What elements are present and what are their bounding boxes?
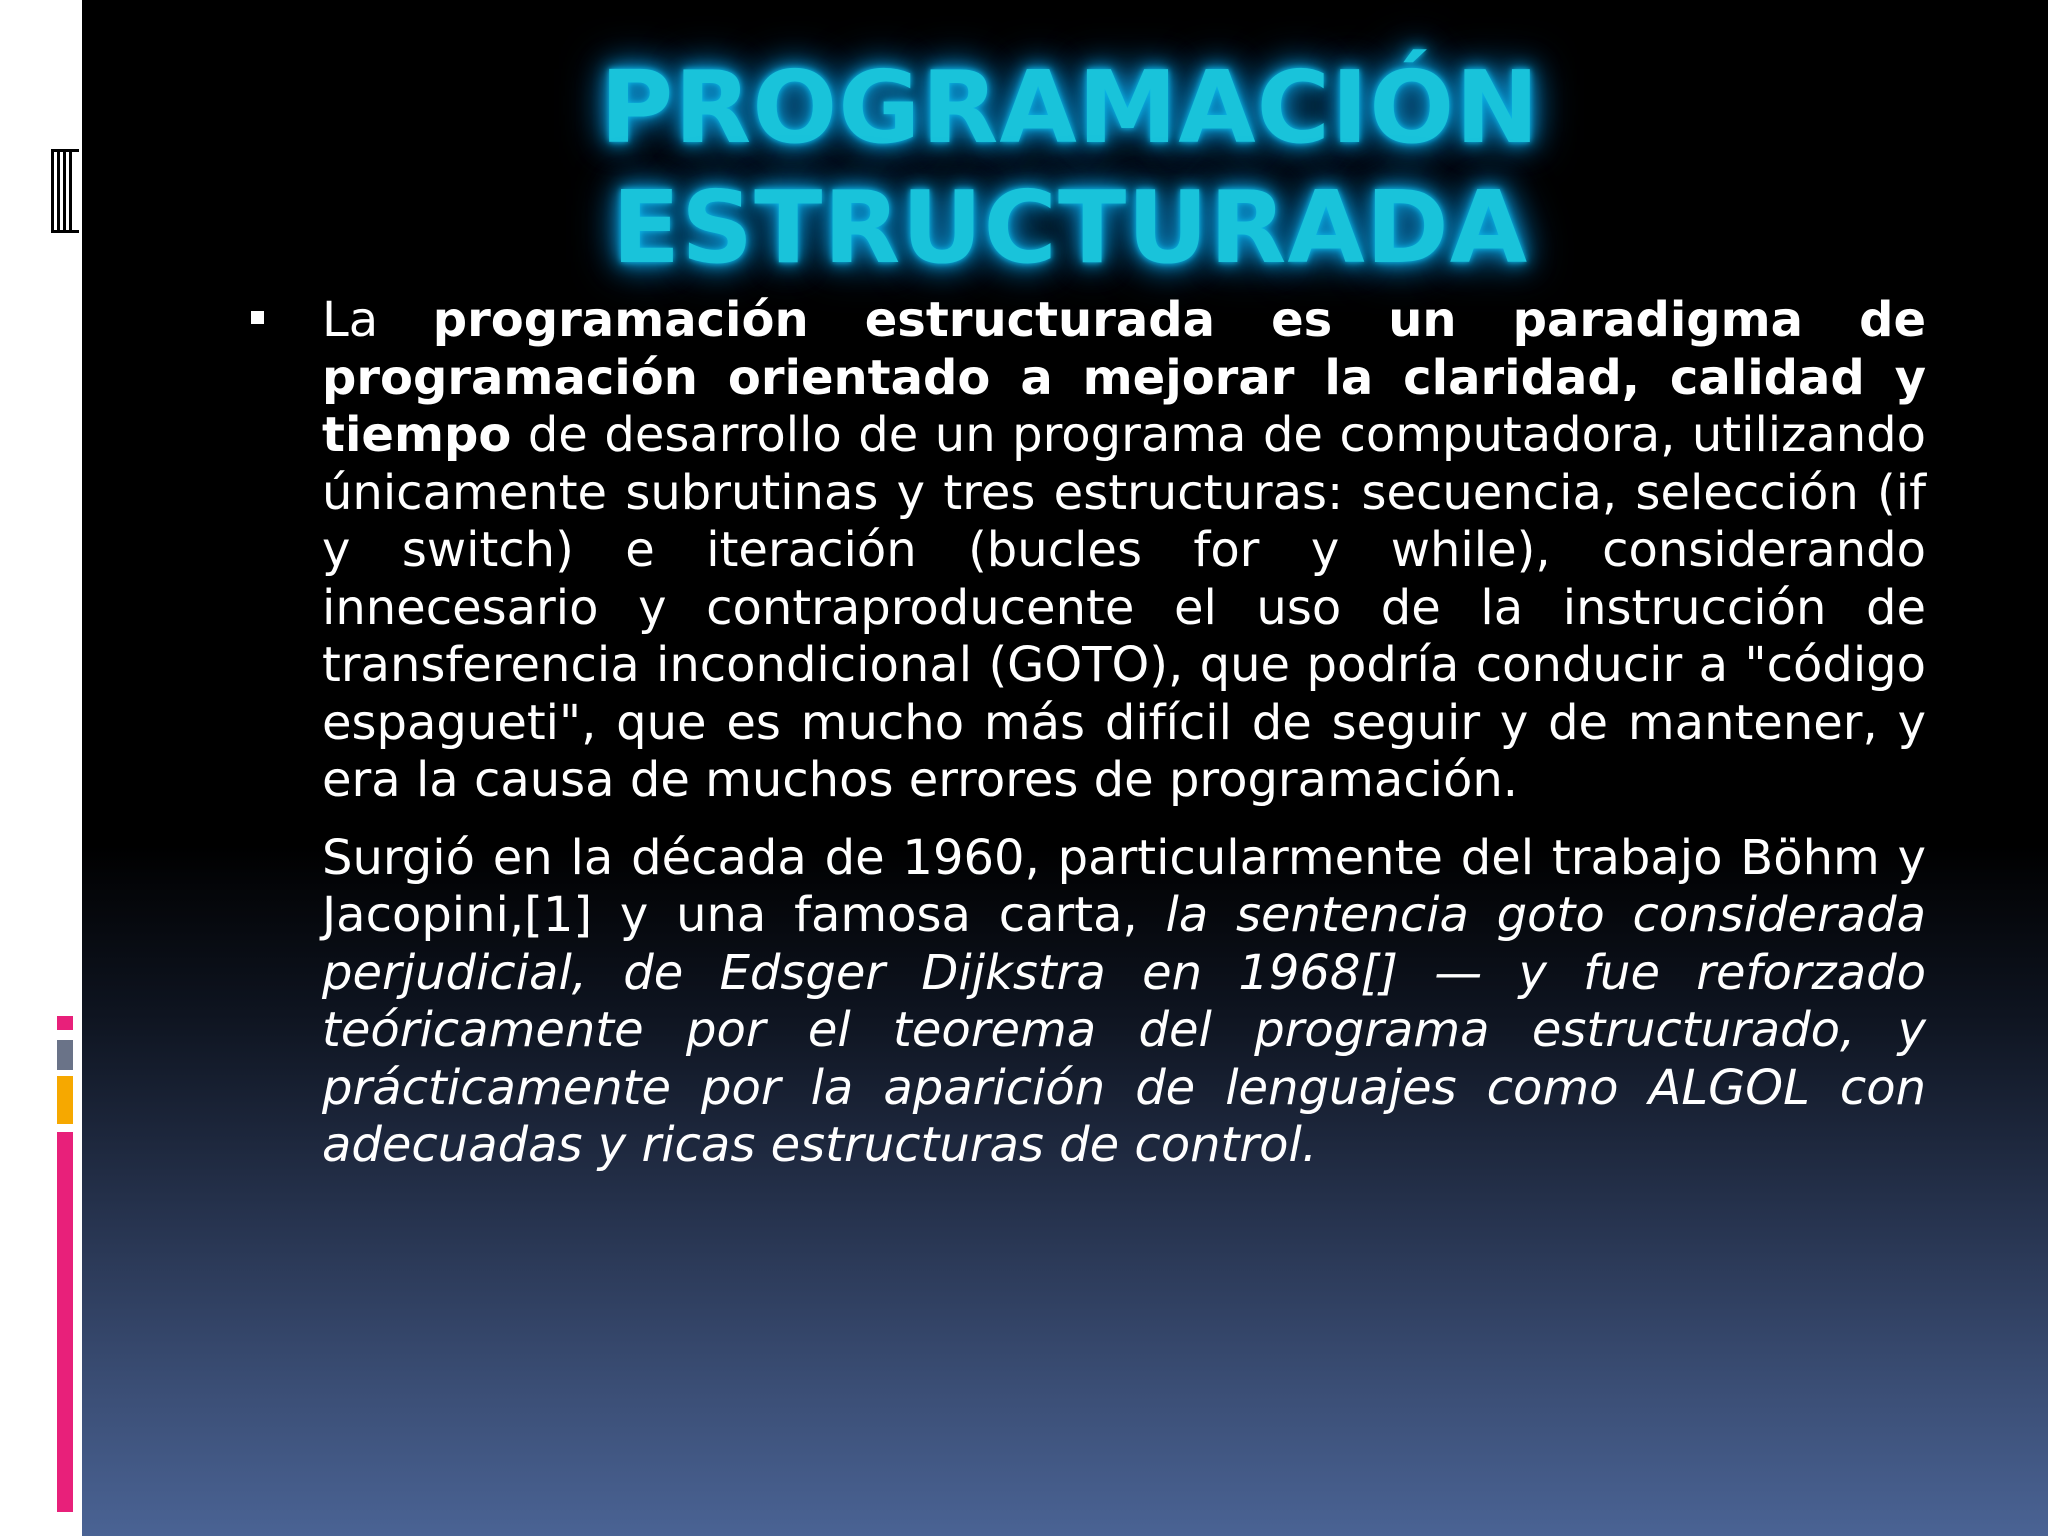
paragraph-history-text: Surgió en la década de 1960, particularmente del trabajo Böhm y Jacopini,[1] y una famosa carta, <box>322 829 1926 943</box>
document-stack-icon <box>48 146 82 236</box>
paragraph-body-text: de desarrollo de un programa de computadora, utilizando únicamente subrutinas y tres estructuras: secuencia, selección (if y switch) e iteración (bucles for y while), considerando innecesario y contraproducente el uso de la instrucción de transferencia incondicional (GOTO), que podría conducir a "código espagueti", que es mucho más difícil de seguir y de mantener, y era la causa de muchos errores de programación. <box>322 407 1926 808</box>
paragraph-history-italic: la sentencia goto considerada perjudicial, de Edsger Dijkstra en 1968[] — y fue reforzado teóricamente por el teorema del programa estructurado, y prácticamente por la aparición de lenguajes como ALGOL con adecuadas y ricas estructuras de control. <box>322 887 1927 1173</box>
slide-body <box>248 292 1926 1175</box>
paragraph-bold-text: programación estructurada es un paradigma de programación orientado a mejorar la claridad, calidad y tiempo <box>322 292 1926 463</box>
square-bullet-icon <box>251 311 264 324</box>
paragraph-history <box>248 830 1926 1175</box>
paragraph-lead: La <box>322 292 433 348</box>
accent-bar-pink <box>57 1132 73 1512</box>
accent-bar-gray <box>57 1040 73 1070</box>
paragraph-definition <box>248 292 1926 810</box>
slide-title: PROGRAMACIÓN ESTRUCTURADA <box>600 49 1540 286</box>
accent-bar-orange <box>57 1076 73 1124</box>
accent-bar-pink-small <box>57 1016 73 1030</box>
